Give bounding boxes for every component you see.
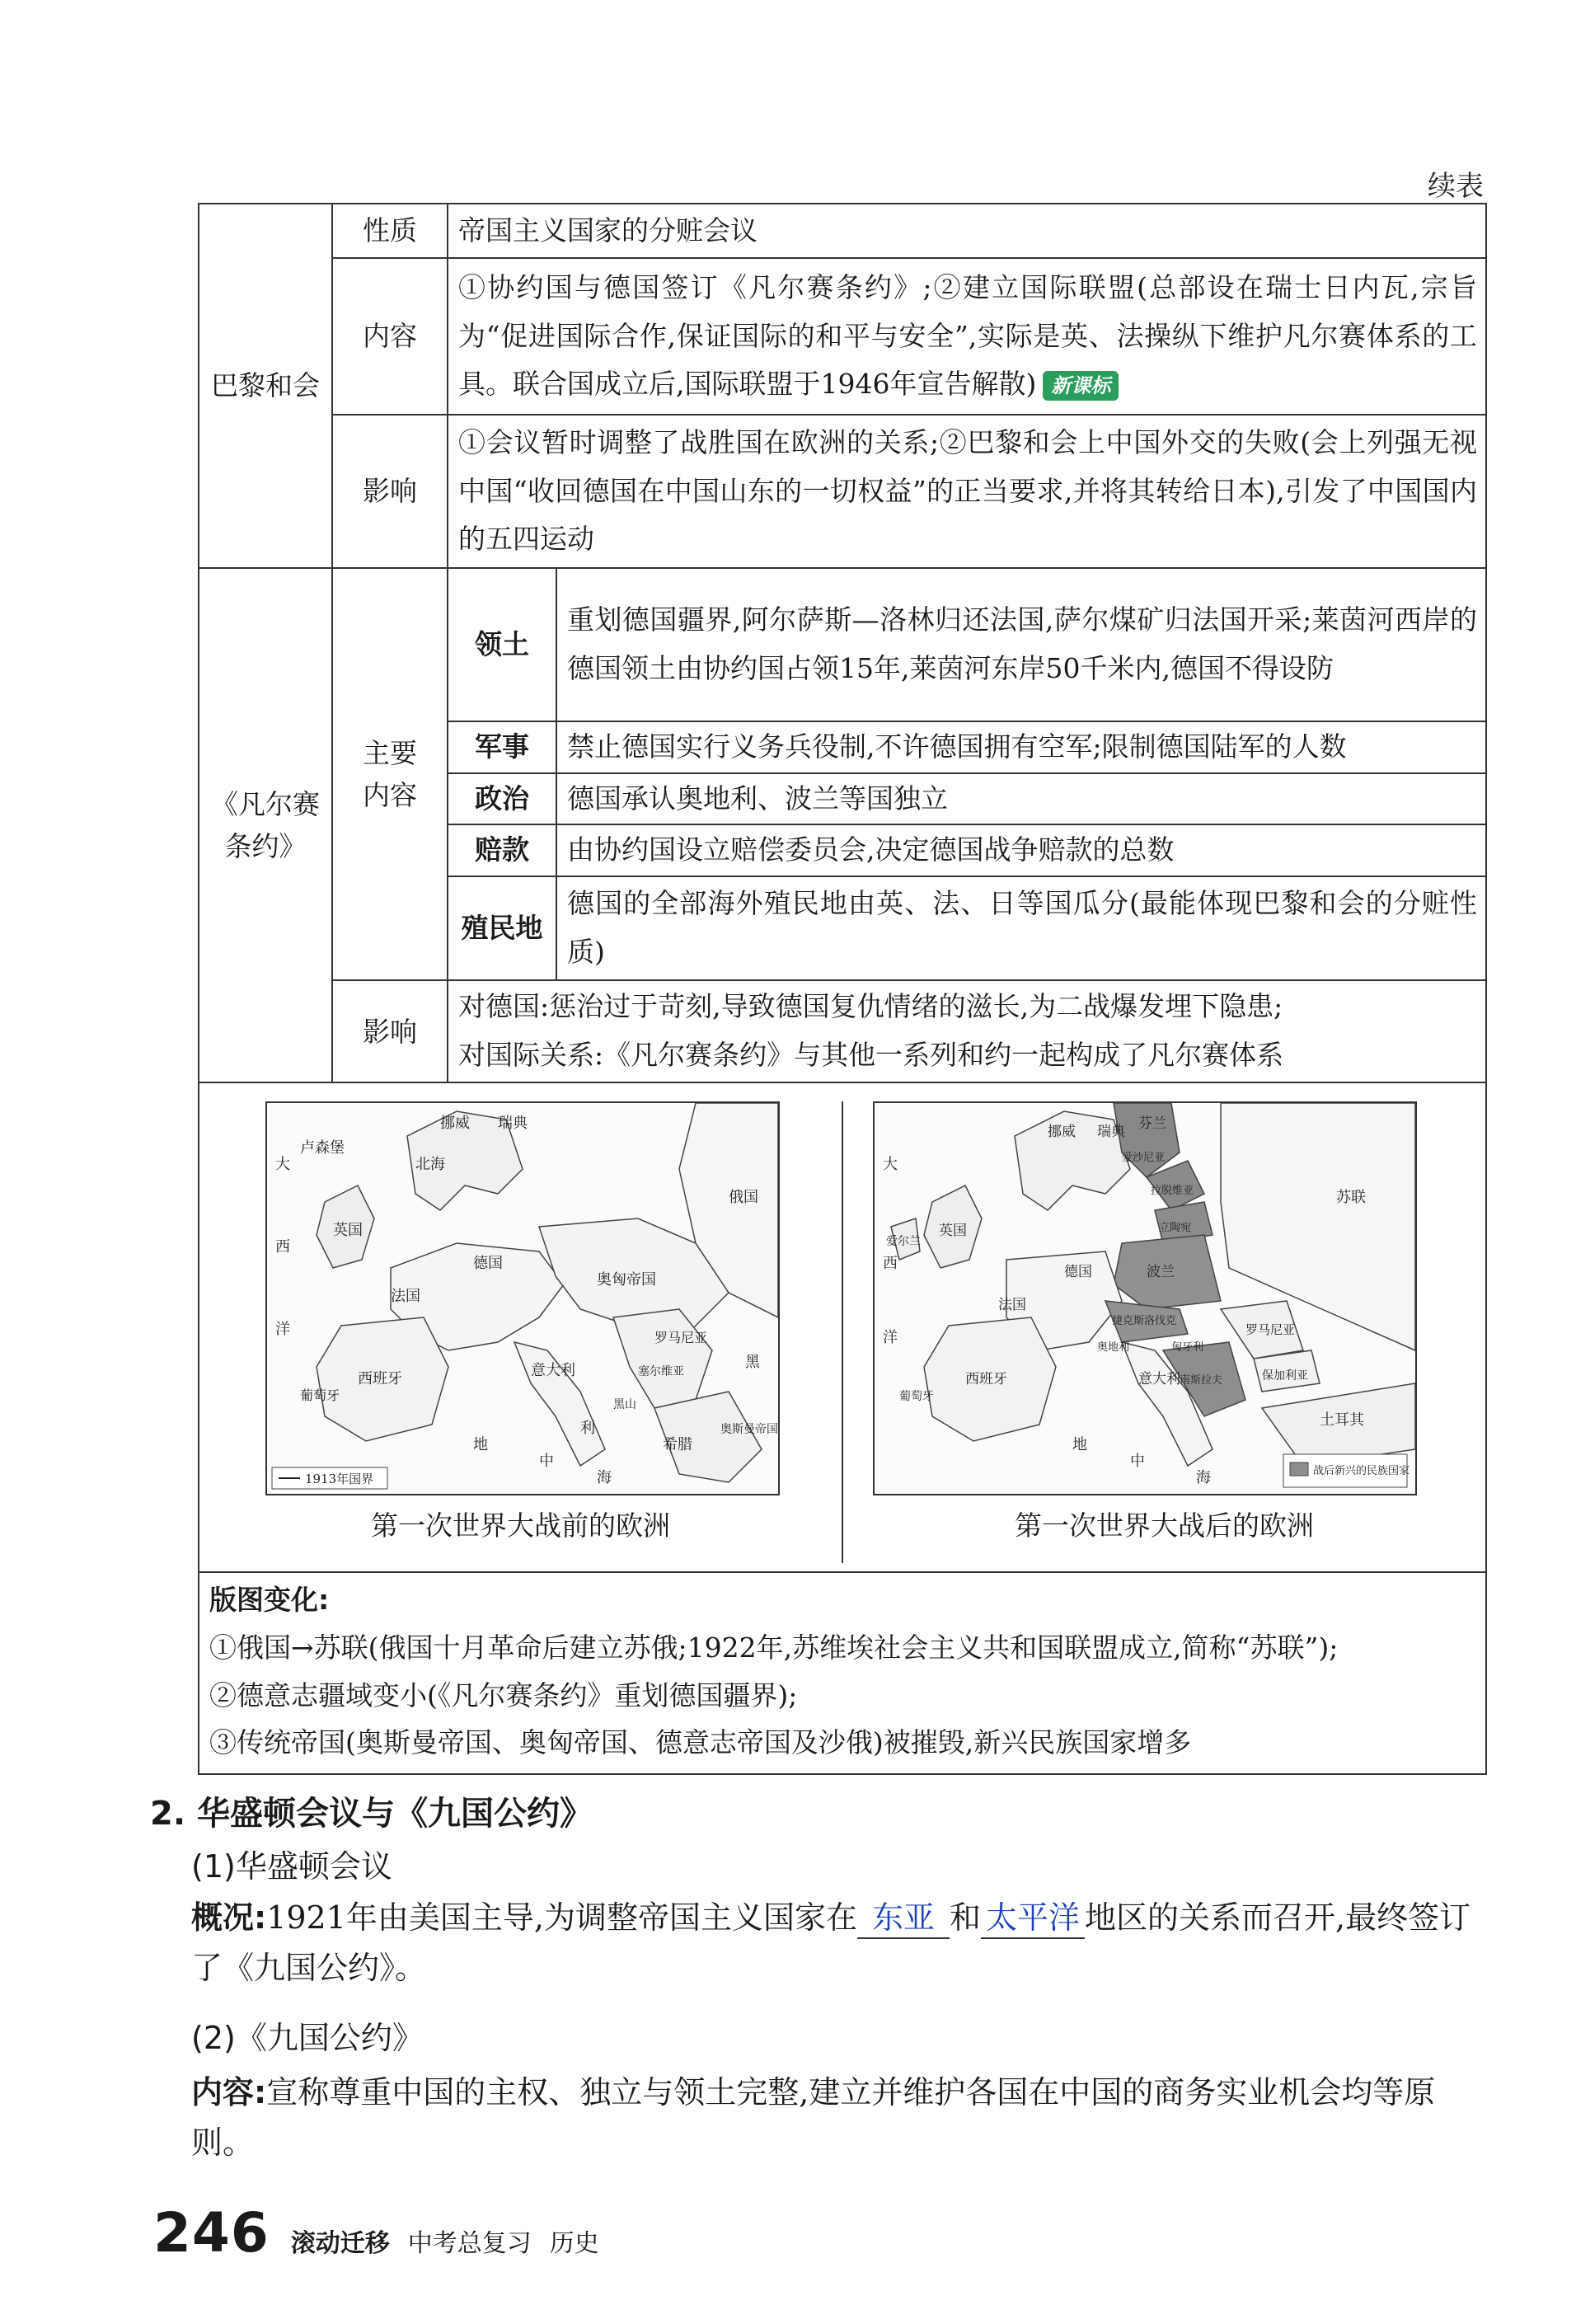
svg-text:中: 中 bbox=[539, 1453, 554, 1471]
svg-text:法国: 法国 bbox=[391, 1288, 420, 1306]
territory-changes bbox=[199, 1572, 1486, 1774]
content-paragraph: 内容:宣称尊重中国的主权、独立与领土完整,建立并维护各国在中国的商务实业机会均等原则。 bbox=[191, 2074, 1436, 2161]
versailles-label: 《凡尔赛条约》 bbox=[199, 568, 332, 1082]
history-table bbox=[198, 203, 1487, 1775]
svg-text:利: 利 bbox=[580, 1420, 595, 1438]
svg-text:南斯拉夫: 南斯拉夫 bbox=[1180, 1374, 1223, 1387]
section-heading: 2. 华盛顿会议与《九国公约》 bbox=[150, 1795, 593, 1833]
new-curriculum-badge: 新课标 bbox=[1043, 371, 1119, 401]
svg-text:大: 大 bbox=[883, 1156, 898, 1174]
row-name-territory: 领土 bbox=[448, 568, 556, 721]
continue-label: 续表 bbox=[1428, 170, 1484, 203]
content-text: ①协约国与德国签订《凡尔赛条约》;②建立国际联盟(总部设在瑞士日内瓦,宗旨为“促进国际合作,保证国际的和平与安全”,实际是英、法操纵下维护凡尔赛体系的工具。联合国成立后,国际联盟于1946年宣告解散) bbox=[458, 270, 1477, 401]
svg-text:西: 西 bbox=[275, 1238, 290, 1256]
map-after-graphic bbox=[875, 1103, 1415, 1494]
versailles-impact-text bbox=[448, 980, 1486, 1082]
svg-text:德国: 德国 bbox=[1064, 1264, 1092, 1281]
overview-paragraph: 概况:1921年由美国主导,为调整帝国主义国家在 东亚 和 太平洋 地区的关系而召开,最终签订了《九国公约》。 bbox=[191, 1899, 1471, 1986]
impact-line: 对国际关系:《凡尔赛条约》与其他一系列和约一起构成了凡尔赛体系 bbox=[458, 1039, 1284, 1072]
answer-blank: 东亚 bbox=[857, 1899, 950, 1939]
svg-text:芬兰: 芬兰 bbox=[1138, 1115, 1166, 1133]
map-before-caption: 第一次世界大战前的欧洲 bbox=[371, 1509, 670, 1542]
svg-text:地: 地 bbox=[473, 1436, 488, 1454]
svg-text:洋: 洋 bbox=[883, 1329, 898, 1347]
overview-key: 概况: bbox=[191, 1899, 267, 1936]
svg-text:爱沙尼亚: 爱沙尼亚 bbox=[1122, 1152, 1166, 1165]
svg-text:挪威: 挪威 bbox=[1048, 1124, 1076, 1141]
map-before-graphic bbox=[267, 1103, 778, 1494]
row-text-reparations: 由协约国设立赔偿委员会,决定德国战争赔款的总数 bbox=[556, 824, 1486, 876]
map-after bbox=[873, 1101, 1417, 1495]
map-after-column bbox=[843, 1101, 1485, 1563]
svg-text:罗马尼亚: 罗马尼亚 bbox=[654, 1330, 708, 1346]
svg-text:英国: 英国 bbox=[333, 1222, 363, 1240]
change-item: ③传统帝国(奥斯曼帝国、奥匈帝国、德意志帝国及沙俄)被摧毁,新兴民族国家增多 bbox=[209, 1726, 1192, 1759]
svg-text:法国: 法国 bbox=[998, 1297, 1026, 1314]
svg-text:希腊: 希腊 bbox=[663, 1436, 692, 1454]
maps-row bbox=[199, 1082, 1486, 1572]
changes-title: 版图变化: bbox=[209, 1584, 330, 1617]
map-legend: 战后新兴的民族国家 bbox=[1313, 1465, 1410, 1478]
svg-text:大: 大 bbox=[275, 1156, 290, 1174]
nature-label: 性质 bbox=[332, 204, 448, 258]
svg-text:中: 中 bbox=[1130, 1453, 1145, 1471]
change-item: ①俄国→苏联(俄国十月革命后建立苏俄;1922年,苏维埃社会主义共和国联盟成立,简称“苏联”); bbox=[209, 1631, 1339, 1664]
svg-text:德国: 德国 bbox=[473, 1255, 503, 1273]
subject-name: 历史 bbox=[549, 2229, 599, 2258]
svg-text:拉脱维亚: 拉脱维亚 bbox=[1151, 1185, 1194, 1198]
content-cell bbox=[448, 258, 1486, 415]
row-text-colonies: 德国的全部海外殖民地由英、法、日等国瓜分(最能体现巴黎和会的分赃性质) bbox=[556, 876, 1486, 980]
sub-series-name: 中考总复习 bbox=[407, 2229, 532, 2258]
row-text-politics: 德国承认奥地利、波兰等国独立 bbox=[556, 773, 1486, 825]
svg-text:瑞典: 瑞典 bbox=[498, 1115, 528, 1133]
change-item: ②德意志疆域变小(《凡尔赛条约》重划德国疆界); bbox=[209, 1678, 798, 1711]
subheading-washington: (1)华盛顿会议 bbox=[191, 1848, 392, 1885]
svg-text:奥匈帝国: 奥匈帝国 bbox=[597, 1271, 656, 1289]
main-content-label: 主要内容 bbox=[332, 568, 448, 980]
svg-text:意大利: 意大利 bbox=[1138, 1371, 1180, 1388]
map-before-column bbox=[199, 1101, 843, 1563]
svg-text:黑: 黑 bbox=[745, 1354, 760, 1372]
row-text-territory: 重划德国疆界,阿尔萨斯—洛林归还法国,萨尔煤矿归法国开采;莱茵河西岸的德国领土由协约国占领15年,莱茵河东岸50千米内,德国不得设防 bbox=[556, 568, 1486, 721]
svg-text:挪威: 挪威 bbox=[440, 1115, 470, 1133]
map-before bbox=[265, 1101, 780, 1495]
page-footer bbox=[153, 2201, 599, 2265]
answer-blank: 太平洋 bbox=[981, 1899, 1085, 1939]
svg-text:地: 地 bbox=[1072, 1436, 1087, 1454]
impact-line: 对德国:惩治过于苛刻,导致德国复仇情绪的滋长,为二战爆发埋下隐患; bbox=[458, 990, 1283, 1023]
svg-text:西班牙: 西班牙 bbox=[965, 1371, 1007, 1388]
row-text-military: 禁止德国实行义务兵役制,不许德国拥有空军;限制德国陆军的人数 bbox=[556, 721, 1486, 773]
svg-text:奥斯曼帝国: 奥斯曼帝国 bbox=[720, 1423, 778, 1437]
svg-text:葡萄牙: 葡萄牙 bbox=[300, 1387, 340, 1404]
svg-text:英国: 英国 bbox=[939, 1223, 967, 1240]
svg-text:苏联: 苏联 bbox=[1336, 1189, 1366, 1207]
svg-text:瑞典: 瑞典 bbox=[1097, 1124, 1125, 1141]
svg-text:西: 西 bbox=[883, 1255, 898, 1273]
map-after-caption: 第一次世界大战后的欧洲 bbox=[1015, 1509, 1314, 1542]
svg-text:土耳其: 土耳其 bbox=[1320, 1411, 1364, 1430]
nature-text: 帝国主义国家的分赃会议 bbox=[448, 204, 1486, 258]
row-name-reparations: 赔款 bbox=[448, 824, 556, 876]
svg-text:保加利亚: 保加利亚 bbox=[1262, 1369, 1308, 1383]
svg-text:匈牙利: 匈牙利 bbox=[1171, 1341, 1204, 1354]
svg-text:洋: 洋 bbox=[275, 1321, 290, 1339]
svg-text:西班牙: 西班牙 bbox=[358, 1370, 402, 1388]
svg-text:黑山: 黑山 bbox=[613, 1398, 636, 1412]
subheading-nine-power: (2)《九国公约》 bbox=[191, 2020, 424, 2056]
svg-text:奥地利: 奥地利 bbox=[1097, 1341, 1130, 1354]
row-name-colonies: 殖民地 bbox=[448, 876, 556, 980]
impact-label: 影响 bbox=[332, 415, 448, 568]
paris-label: 巴黎和会 bbox=[199, 204, 332, 568]
svg-text:立陶宛: 立陶宛 bbox=[1159, 1222, 1192, 1235]
svg-text:海: 海 bbox=[1196, 1469, 1211, 1487]
series-name: 滚动迁移 bbox=[290, 2229, 390, 2258]
content-key: 内容: bbox=[191, 2074, 267, 2110]
impact-text: ①会议暂时调整了战胜国在欧洲的关系;②巴黎和会上中国外交的失败(会上列强无视中国“收回德国在中国山东的一切权益”的正当要求,并将其转给日本),引发了中国国内的五四运动 bbox=[448, 415, 1486, 568]
map-legend: 1913年国界 bbox=[305, 1472, 374, 1487]
content-label: 内容 bbox=[332, 258, 448, 415]
row-name-military: 军事 bbox=[448, 721, 556, 773]
svg-text:爱尔兰: 爱尔兰 bbox=[886, 1235, 921, 1249]
svg-text:海: 海 bbox=[597, 1469, 612, 1487]
svg-text:波兰: 波兰 bbox=[1147, 1264, 1175, 1281]
map-label: 卢森堡 bbox=[300, 1139, 345, 1157]
svg-text:意大利: 意大利 bbox=[531, 1362, 575, 1380]
svg-text:塞尔维亚: 塞尔维亚 bbox=[638, 1365, 684, 1379]
svg-text:罗马尼亚: 罗马尼亚 bbox=[1245, 1322, 1296, 1338]
page-number: 246 bbox=[153, 2201, 270, 2265]
svg-text:俄国: 俄国 bbox=[729, 1189, 758, 1207]
svg-text:北海: 北海 bbox=[415, 1156, 445, 1174]
row-name-politics: 政治 bbox=[448, 773, 556, 825]
versailles-impact-label: 影响 bbox=[332, 980, 448, 1082]
svg-text:捷克斯洛伐克: 捷克斯洛伐克 bbox=[1112, 1315, 1177, 1328]
svg-text:葡萄牙: 葡萄牙 bbox=[899, 1390, 934, 1404]
